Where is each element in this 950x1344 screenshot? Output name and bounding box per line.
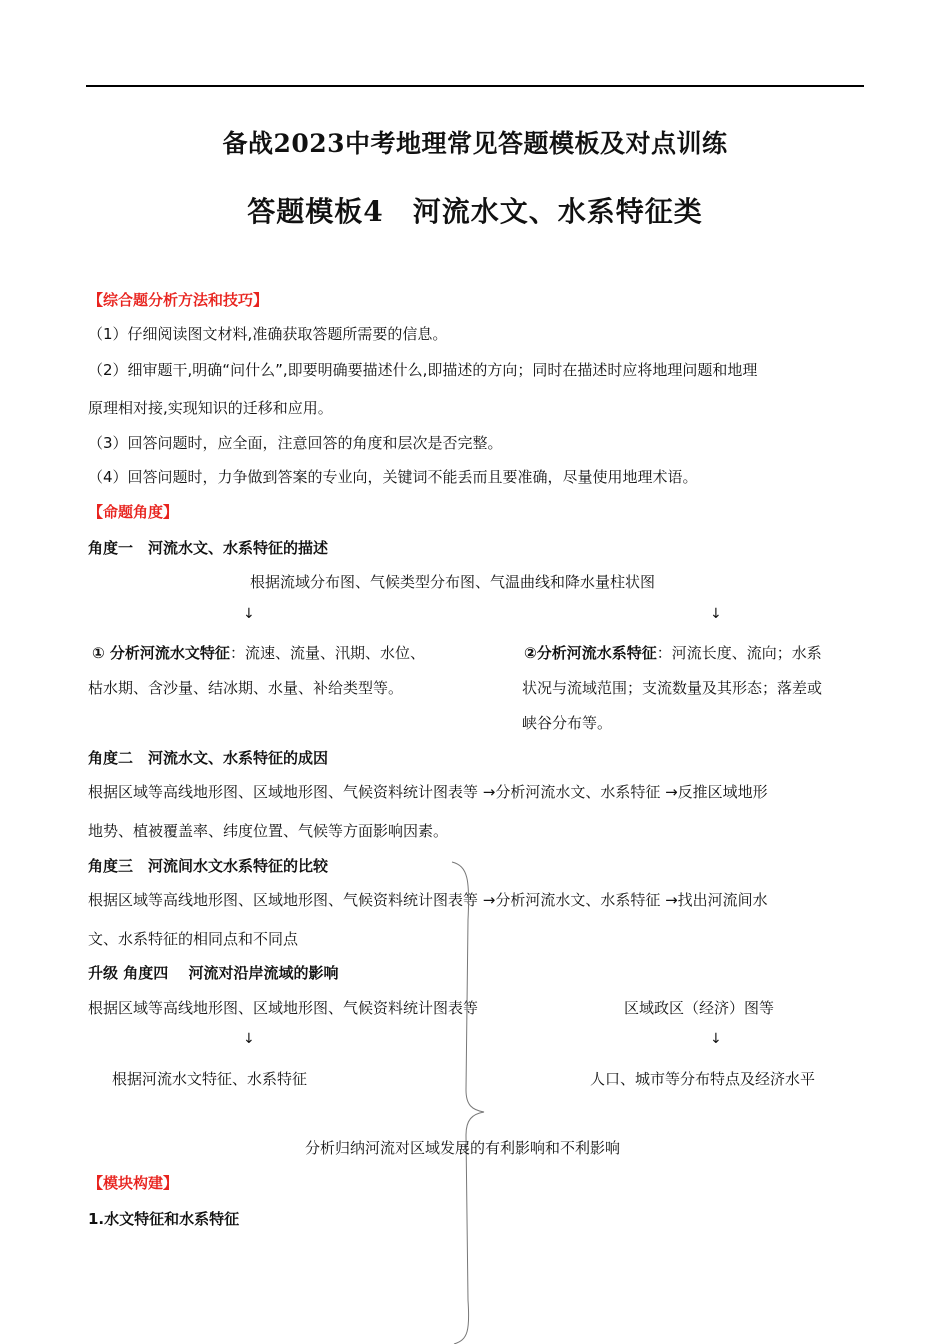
method-item-2: （2）细审题干,明确“问什么”,即要明确要描述什么,即描述的方向；同时在描述时应将地理问题和地理: [88, 361, 758, 379]
down-arrow-icon: ↓: [710, 1031, 722, 1047]
method-item-4: （4）回答问题时，力争做到答案的专业向，关键词不能丢而且要准确，尽量使用地理术语。: [88, 468, 698, 486]
angle1-title: 角度一 河流水文、水系特征的描述: [88, 539, 329, 557]
down-arrow-icon: ↓: [710, 606, 722, 622]
angle1-hydrology: [92, 642, 425, 663]
system-label: ②分析河流水系特征: [524, 644, 657, 662]
angle2-line1: 根据区域等高线地形图、区域地形图、气候资料统计图表等 →分析河流水文、水系特征 →反推区域地形: [88, 783, 768, 801]
method-item-2-cont: 原理相对接,实现知识的迁移和应用。: [88, 399, 333, 417]
angle4-left-source: 根据区域等高线地形图、区域地形图、气候资料统计图表等: [88, 999, 479, 1017]
angle2-title: 角度二 河流水文、水系特征的成因: [88, 749, 329, 767]
hydrology-label: ① 分析河流水文特征: [92, 644, 230, 662]
angle3-title: 角度三 河流间水文水系特征的比较: [88, 857, 329, 875]
header-rule: [86, 85, 864, 87]
angle4-conclusion: 分析归纳河流对区域发展的有利影响和不利影响: [305, 1139, 621, 1157]
brace-icon: [440, 860, 500, 1344]
module-subheading: 1.水文特征和水系特征: [88, 1210, 240, 1228]
system-text-cont-2: 峡谷分布等。: [522, 714, 613, 732]
hydrology-text-cont: 枯水期、含沙量、结冰期、水量、补给类型等。: [88, 679, 404, 697]
section-heading-angles: 【命题角度】: [88, 503, 179, 521]
angle1-source: 根据流域分布图、气候类型分布图、气温曲线和降水量柱状图: [250, 573, 656, 591]
down-arrow-icon: ↓: [243, 606, 255, 622]
down-arrow-icon: ↓: [243, 1031, 255, 1047]
system-text: ：河流长度、流向；水系: [656, 644, 822, 662]
angle4-left-result: 根据河流水文特征、水系特征: [112, 1070, 308, 1088]
angle3-line2: 文、水系特征的相同点和不同点: [88, 930, 299, 948]
method-item-1: （1）仔细阅读图文材料,准确获取答题所需要的信息。: [88, 325, 448, 343]
angle4-right-result: 人口、城市等分布特点及经济水平: [590, 1070, 816, 1088]
angle4-right-source: 区域政区（经济）图等: [624, 999, 775, 1017]
angle1-system: [524, 642, 822, 663]
angle3-line1: 根据区域等高线地形图、区域地形图、气候资料统计图表等 →分析河流水文、水系特征 →找出河流间水: [88, 891, 768, 909]
document-title: 备战2023中考地理常见答题模板及对点训练: [222, 129, 728, 158]
section-heading-module: 【模块构建】: [88, 1174, 179, 1192]
angle4-title: 升级 角度四 河流对沿岸流域的影响: [88, 964, 339, 982]
angle2-line2: 地势、植被覆盖率、纬度位置、气候等方面影响因素。: [88, 822, 449, 840]
hydrology-text: ：流速、流量、汛期、水位、: [229, 644, 425, 662]
document-subtitle: 答题模板4 河流水文、水系特征类: [247, 195, 703, 228]
method-item-3: （3）回答问题时，应全面，注意回答的角度和层次是否完整。: [88, 434, 503, 452]
section-heading-methods: 【综合题分析方法和技巧】: [88, 291, 269, 309]
system-text-cont-1: 状况与流域范围；支流数量及其形态；落差或: [522, 679, 823, 697]
